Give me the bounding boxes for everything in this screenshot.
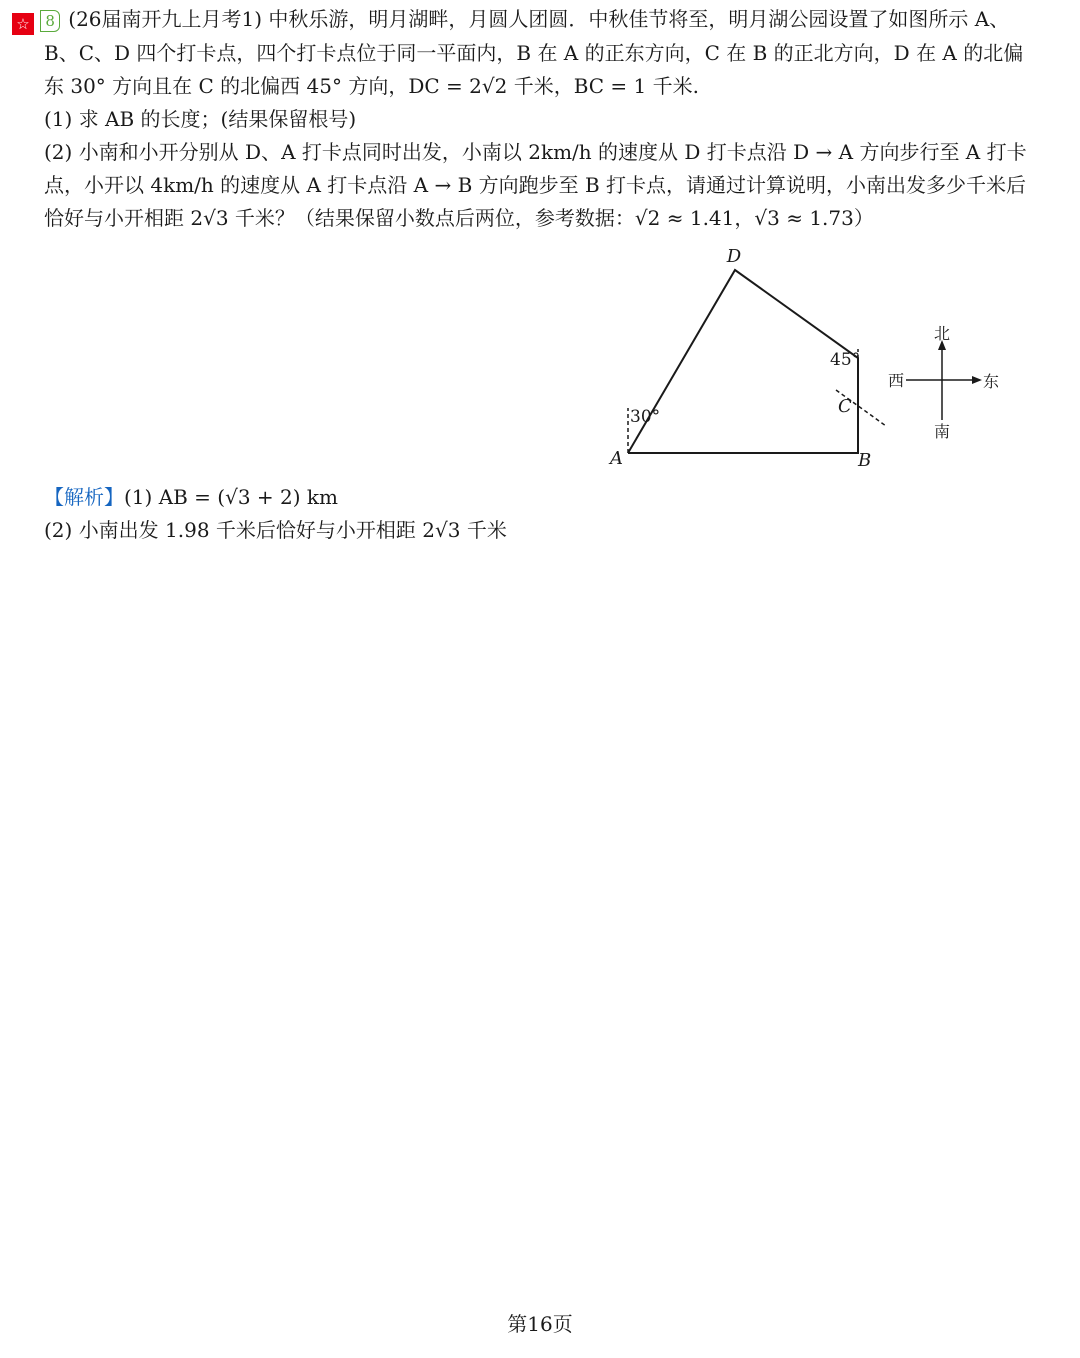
label-c: C (838, 396, 852, 417)
label-a: A (610, 448, 623, 469)
label-d: D (726, 246, 742, 267)
answer-part-2: (2) 小南出发 1.98 千米后恰好与小开相距 2√3 千米 (44, 518, 507, 542)
question-part-2-line-1: (2) 小南和小开分别从 D、A 打卡点同时出发，小南以 2km/h 的速度从 D 打卡点沿 D → A 方向步行至 A 打卡 (44, 140, 1027, 164)
question-part-1: (1) 求 AB 的长度；(结果保留根号) (44, 107, 357, 131)
answer-part-1: (1) AB = (√3 + 2) km (124, 485, 339, 509)
answer-line-1 (44, 483, 338, 511)
star-icon: ☆ (12, 13, 34, 35)
compass-west-label: 西 (888, 371, 905, 390)
question-number-badge: 8 (40, 10, 60, 32)
compass-icon (906, 340, 982, 420)
compass-east-label: 东 (983, 372, 1000, 391)
question-text-line: (26届南开九上月考1) 中秋乐游，明月湖畔，月圆人团圆．中秋佳节将至，明月湖公园设置了如图所示 A、 (68, 7, 1010, 31)
compass-north-label: 北 (933, 324, 951, 343)
page-number: 第16页 (507, 1312, 573, 1336)
question-line-3: 东 30° 方向且在 C 的北偏西 45° 方向，DC = 2√2 千米，BC = 1 千米. (44, 74, 699, 98)
quadrilateral-abcd (628, 270, 861, 453)
compass-south-label: 南 (933, 422, 951, 441)
question-part-2-line-2: 点，小开以 4km/h 的速度从 A 打卡点沿 A → B 方向跑步至 B 打卡点，请通过计算说明，小南出发多少千米后 (44, 173, 1027, 197)
angle-label-a: 30° (630, 407, 661, 427)
question-line-1 (12, 5, 1009, 35)
question-line-2: B、C、D 四个打卡点，四个打卡点位于同一平面内，B 在 A 的正东方向，C 在 B 的正北方向，D 在 A 的北偏 (44, 41, 1024, 65)
geometry-figure (600, 240, 1020, 470)
angle-label-c: 45° (830, 350, 861, 370)
answer-tag: 【解析】 (44, 485, 124, 509)
question-part-2-line-3: 恰好与小开相距 2√3 千米？（结果保留小数点后两位，参考数据：√2 ≈ 1.41，√3 ≈ 1.73） (44, 206, 874, 230)
label-b: B (858, 450, 872, 470)
